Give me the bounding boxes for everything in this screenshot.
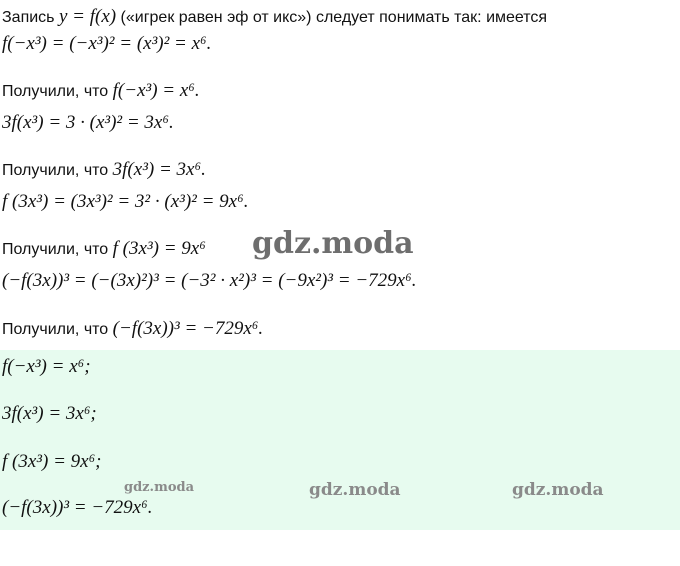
result-line-3	[2, 238, 206, 260]
answer-2: 3f(x³) = 3x⁶;	[2, 403, 97, 424]
answer-box	[0, 350, 680, 530]
result-label: Получили, что	[2, 83, 109, 100]
result-label: Получили, что	[2, 241, 109, 258]
formula-1: f(−x³) = (−x³)² = (x³)² = x⁶.	[2, 33, 212, 54]
watermark-logo: gdz.moda	[252, 226, 414, 261]
result-formula: f(−x³) = x⁶.	[112, 80, 200, 101]
result-line-2	[2, 159, 206, 181]
watermark-small: gdz.moda	[124, 480, 195, 495]
answer-4: (−f(3x))³ = −729x⁶.	[2, 497, 153, 518]
formula-3: f (3x³) = (3x³)² = 3² · (x³)² = 9x⁶.	[2, 191, 249, 212]
answer-3: f (3x³) = 9x⁶;	[2, 451, 102, 472]
result-label: Получили, что	[2, 162, 109, 179]
result-formula: 3f(x³) = 3x⁶.	[112, 159, 206, 180]
watermark-center: gdz.moda	[309, 480, 401, 500]
answer-1: f(−x³) = x⁶;	[2, 356, 91, 377]
intro-text: Запись	[2, 9, 55, 26]
formula-2: 3f(x³) = 3 · (x³)² = 3x⁶.	[2, 112, 174, 133]
intro-rest: («игрек равен эф от икс») следует понимать так: имеется	[120, 9, 548, 26]
intro-line	[2, 6, 547, 28]
result-line-4	[2, 318, 263, 340]
watermark-right: gdz.moda	[512, 480, 604, 500]
formula-4: (−f(3x))³ = (−(3x)²)³ = (−3² · x²)³ = (−9x²)³ = −729x⁶.	[2, 270, 417, 291]
result-label: Получили, что	[2, 321, 109, 338]
result-formula: f (3x³) = 9x⁶	[112, 238, 206, 259]
result-formula: (−f(3x))³ = −729x⁶.	[112, 318, 264, 339]
result-line-1	[2, 80, 200, 102]
intro-formula: y = f(x)	[58, 6, 117, 27]
